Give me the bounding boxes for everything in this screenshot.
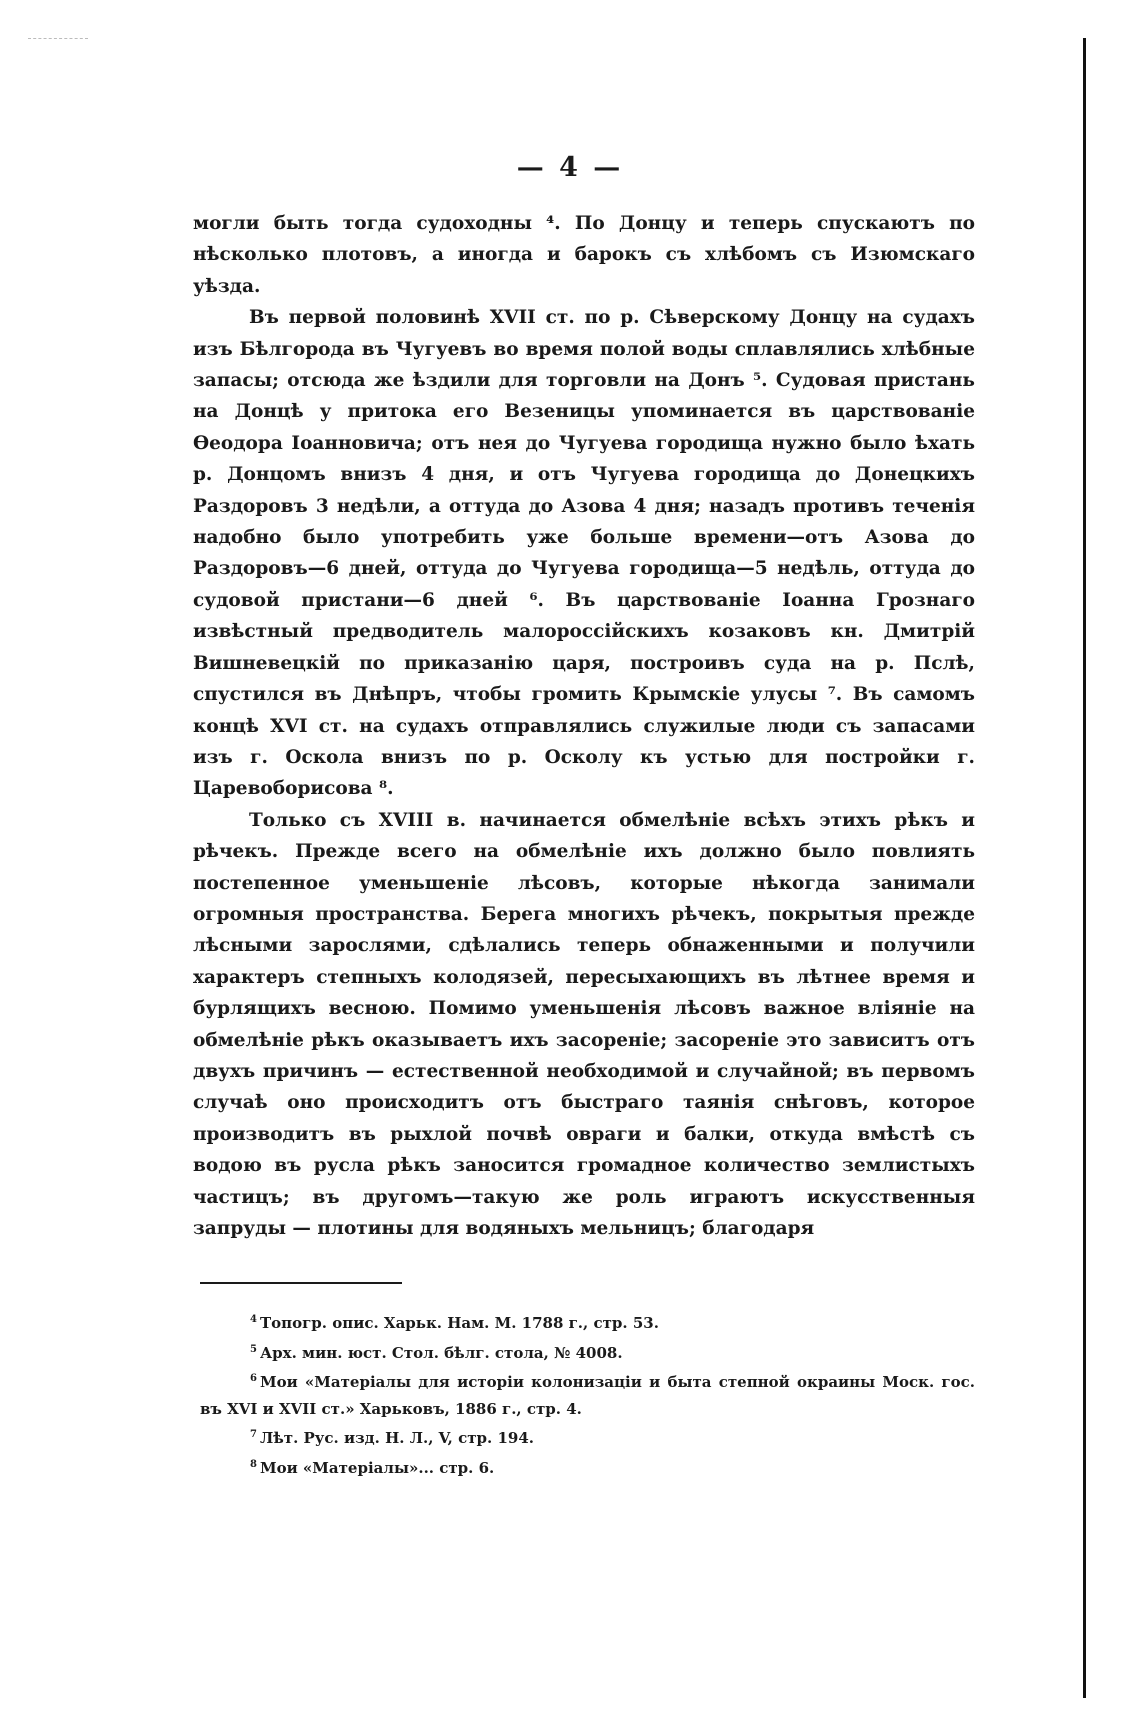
footnotes bbox=[200, 1307, 975, 1481]
footnote-mark: 8 bbox=[250, 1458, 257, 1470]
paragraph: Въ первой половинѣ XVII ст. по р. Сѣверскому Донцу на судахъ изъ Бѣлгорода въ Чугуевъ во время полой воды сплавлялись хлѣбные запасы; отсюда же ѣздили для торговли на Донъ ⁵. Судовая пристань на Донцѣ у притока его Везеницы упоминается въ царствованіе Ѳеодора Іоанновича; отъ нея до Чугуева городища нужно было ѣхать р. Донцомъ внизъ 4 дня, и отъ Чугуева городища до Донецкихъ Раздоровъ 3 недѣли, а оттуда до Азова 4 дня; назадъ противъ теченія надобно было употребить уже больше времени—отъ Азова до Раздоровъ—6 дней, оттуда до Чугуева городища—5 недѣль, оттуда до судовой пристани—6 дней ⁶. Въ царствованіе Іоанна Грознаго извѣстный предводитель малороссійскихъ козаковъ кн. Дмитрій Вишневецкій по приказанію царя, построивъ суда на р. Пслѣ, спустился въ Днѣпръ, чтобы громить Крымскіе улусы ⁷. Въ самомъ концѣ XVI ст. на судахъ отправлялись служилые люди съ запасами изъ г. Оскола внизъ по р. Осколу къ устью для постройки г. Царевоборисова ⁸. bbox=[193, 307, 975, 800]
footnote-mark: 6 bbox=[250, 1373, 257, 1384]
footnote-text: Мои «Матеріалы»... стр. 6. bbox=[259, 1458, 495, 1477]
paragraph: могли быть тогда судоходны ⁴. По Донцу и теперь спускаютъ по нѣсколько плотовъ, а иногда и барокъ съ хлѣбомъ съ Изюмскаго уѣзда. bbox=[193, 213, 975, 297]
footnote bbox=[200, 1307, 975, 1337]
footnote-text: Топогр. опис. Харьк. Нам. М. 1788 г., стр. 53. bbox=[259, 1314, 659, 1332]
page-number: — 4 — bbox=[516, 152, 624, 183]
footnote-mark: 4 bbox=[250, 1314, 257, 1325]
footnote-text: Лѣт. Рус. изд. Н. Л., V, стр. 194. bbox=[259, 1429, 535, 1447]
footnote bbox=[200, 1337, 975, 1367]
footnote-separator bbox=[200, 1282, 402, 1284]
footnote-mark: 5 bbox=[250, 1343, 257, 1355]
footnote bbox=[200, 1452, 975, 1482]
footnote-text: Мои «Матеріалы для исторіи колонизаціи и быта степной окраины Моск. гос. въ XVI и XVII ст.» Харьковъ, 1886 г., стр. 4. bbox=[200, 1373, 975, 1418]
footnote-text: Арх. мин. юст. Стол. бѣлг. стола, № 4008. bbox=[259, 1343, 623, 1362]
paragraph: Только съ XVIII в. начинается обмелѣніе всѣхъ этихъ рѣкъ и рѣчекъ. Прежде всего на обмелѣніе ихъ должно было повлиять постепенное уменьшеніе лѣсовъ, которые нѣкогда занимали огромныя пространства. Берега многихъ рѣчекъ, покрытыя прежде лѣсными зарослями, сдѣлались теперь обнаженными и получили характеръ степныхъ колодязей, пересыхающихъ въ лѣтнее время и бурлящихъ весною. Помимо уменьшенія лѣсовъ важное вліяніе на обмелѣніе рѣкъ оказываетъ ихъ засореніе; засореніе это зависитъ отъ двухъ причинъ — естественной необходимой и случайной; въ первомъ случаѣ оно происходитъ отъ быстраго таянія снѣговъ, которое производитъ въ рыхлой почвѣ овраги и балки, откуда вмѣстѣ съ водою въ русла рѣкъ заносится громадное количество землистыхъ частицъ; въ другомъ—такую же роль играютъ искусственныя запруды — плотины для водяныхъ мельницъ; благодаря bbox=[193, 809, 975, 1239]
footnote bbox=[200, 1366, 975, 1422]
page-edge-line bbox=[1083, 38, 1086, 1698]
main-text bbox=[193, 208, 975, 1244]
scan-mark bbox=[28, 38, 88, 41]
footnote-mark: 7 bbox=[250, 1429, 257, 1440]
footnote bbox=[200, 1422, 975, 1452]
